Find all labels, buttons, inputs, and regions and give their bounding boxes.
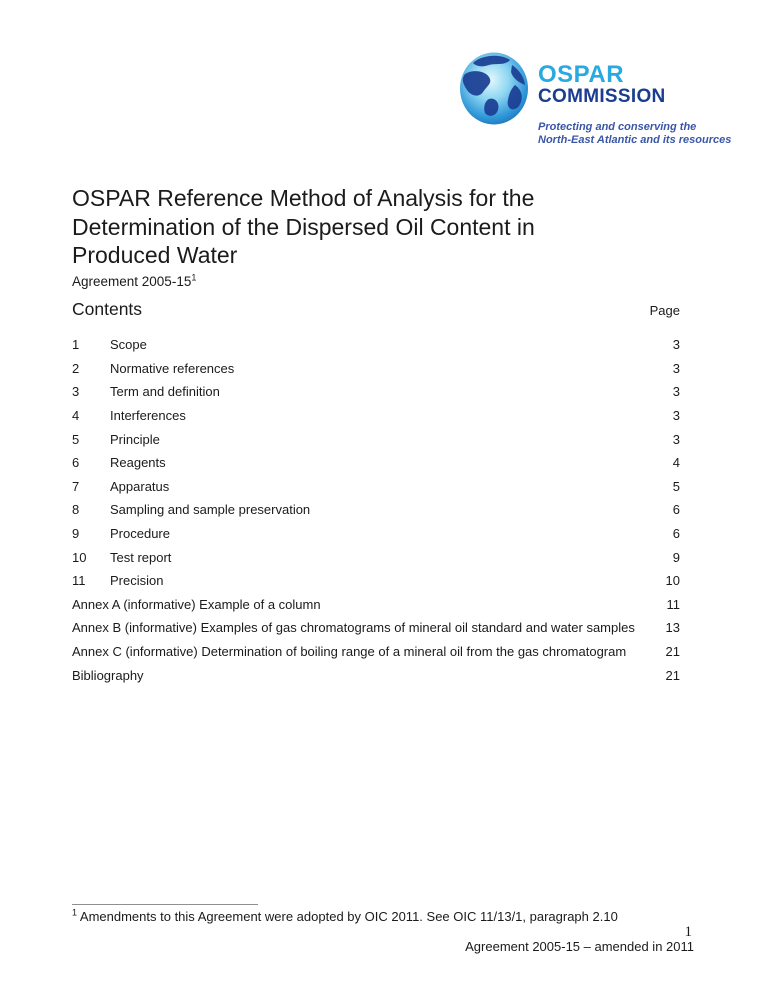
toc-item-number: 10: [72, 549, 87, 565]
logo-subname: COMMISSION: [538, 86, 666, 107]
footnote-text: Amendments to this Agreement were adopted by OIC 2011. See OIC 11/13/1, paragraph 2.10: [77, 909, 618, 924]
toc-item-page: 5: [672, 478, 680, 494]
toc-row-annex: [72, 616, 680, 640]
toc-row: [72, 475, 680, 499]
toc-item-title: Bibliography: [72, 667, 144, 683]
page-column-label: Page: [649, 303, 680, 318]
logo-tagline: [538, 121, 731, 147]
toc-row-annex: [72, 640, 680, 664]
toc-item-title: Reagents: [110, 455, 166, 471]
toc-item-number: 4: [72, 408, 80, 424]
footnote: [72, 908, 697, 925]
toc-item-number: 1: [72, 337, 80, 353]
toc-item-title: Term and definition: [110, 384, 220, 400]
toc-item-page: 3: [672, 360, 680, 376]
document-title-line1: OSPAR Reference Method of Analysis for the: [72, 185, 535, 211]
toc-item-title: Principle: [110, 431, 160, 447]
toc-item-page: 10: [665, 573, 680, 589]
toc-row: [72, 451, 680, 475]
toc-item-page: 13: [665, 620, 680, 636]
footnote-reference-mark: 1: [191, 272, 197, 283]
toc-item-number: 3: [72, 384, 80, 400]
toc-row-bibliography: [72, 663, 680, 687]
toc-item-title: Precision: [110, 573, 164, 589]
toc-item-title: Scope: [110, 337, 147, 353]
toc-item-number: 6: [72, 455, 80, 471]
toc-item-title: Normative references: [110, 360, 235, 376]
logo-text: [538, 50, 731, 147]
agreement-number: [72, 273, 196, 291]
logo-tagline-line2: North-East Atlantic and its resources: [538, 134, 732, 146]
document-title-line2: Determination of the Dispersed Oil Content in: [72, 213, 535, 240]
toc-item-page: 3: [672, 337, 680, 353]
toc-item-title: Interferences: [110, 408, 186, 424]
toc-item-page: 6: [672, 502, 680, 518]
toc-item-number: 5: [72, 431, 80, 447]
toc-row: [72, 357, 680, 381]
toc-item-page: 6: [672, 526, 680, 542]
toc-item-page: 9: [672, 549, 680, 565]
toc-item-page: 11: [666, 596, 680, 612]
toc-row: [72, 380, 680, 404]
toc-item-title: Procedure: [110, 526, 170, 542]
toc-item-number: 7: [72, 478, 80, 494]
footnote-number: 1: [72, 907, 78, 918]
toc-item-page: 21: [665, 644, 680, 660]
page-number: 1: [684, 924, 692, 940]
toc-item-page: 4: [672, 455, 680, 471]
toc-item-title: Test report: [110, 549, 172, 565]
toc-row: [72, 522, 680, 546]
toc-row-annex: [72, 593, 680, 617]
toc-row: [72, 569, 680, 593]
toc-item-number: 9: [72, 526, 80, 542]
document-title-line3: Produced Water: [72, 242, 238, 268]
toc-item-number: 11: [72, 573, 86, 589]
toc-item-title: Annex B (informative) Examples of gas chromatograms of mineral oil standard and water samples: [72, 620, 635, 636]
logo-name: OSPAR: [538, 61, 625, 88]
toc-item-title: Apparatus: [110, 478, 170, 494]
toc-row: [72, 427, 680, 451]
toc-item-page: 3: [672, 431, 680, 447]
toc-row: [72, 404, 680, 428]
logo-tagline-line1: Protecting and conserving the: [538, 121, 697, 133]
table-of-contents: [72, 333, 680, 687]
document-title: [72, 184, 535, 270]
toc-item-number: 2: [72, 360, 80, 376]
toc-item-page: 3: [672, 408, 680, 424]
ospar-logo: [459, 50, 731, 147]
toc-item-number: 8: [72, 502, 80, 518]
toc-row: [72, 498, 680, 522]
agreement-number-text: Agreement 2005-15: [72, 274, 192, 289]
globe-icon: [459, 52, 529, 125]
footnote-separator-rule: [72, 904, 258, 905]
toc-item-title: Sampling and sample preservation: [110, 502, 311, 518]
toc-row: [72, 545, 680, 569]
contents-heading: Contents: [72, 299, 143, 319]
toc-item-page: 21: [665, 667, 680, 683]
toc-item-page: 3: [672, 384, 680, 400]
toc-item-title: Annex A (informative) Example of a column: [72, 596, 321, 612]
footer-agreement-line: Agreement 2005-15 – amended in 2011: [465, 939, 694, 954]
toc-row: [72, 333, 680, 357]
toc-item-title: Annex C (informative) Determination of boiling range of a mineral oil from the gas chromatogram: [72, 644, 627, 660]
